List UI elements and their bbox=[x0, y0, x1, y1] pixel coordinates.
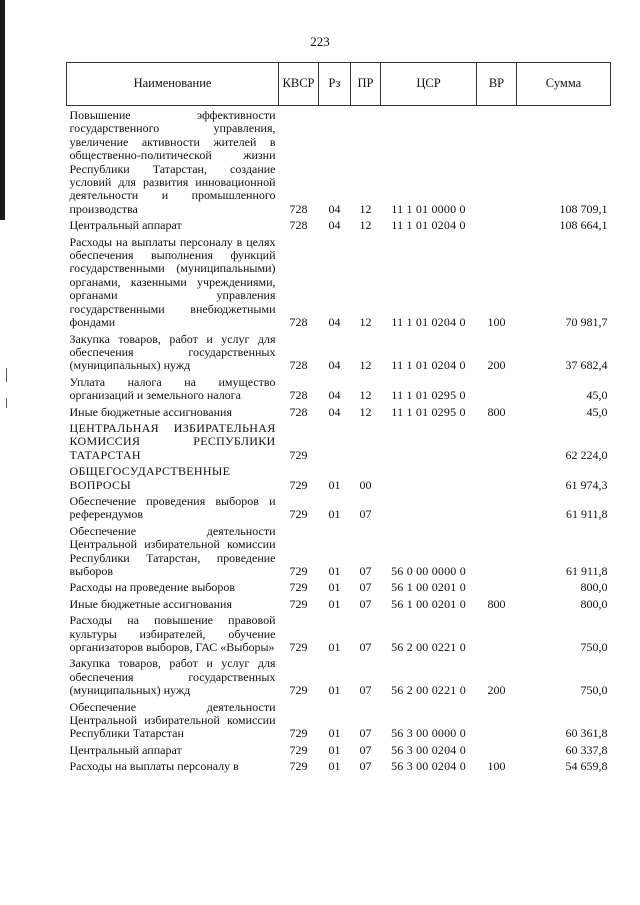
row-pr: 00 bbox=[359, 477, 372, 492]
table-header-row bbox=[67, 63, 611, 106]
table-row bbox=[67, 580, 611, 596]
table-row bbox=[67, 743, 611, 759]
row-vr bbox=[477, 494, 517, 524]
row-pr bbox=[351, 421, 381, 464]
row-kvsr: 728 bbox=[289, 315, 308, 330]
row-csr bbox=[381, 421, 477, 464]
row-rz: 04 bbox=[328, 315, 341, 330]
row-csr: 56 2 00 0221 0 bbox=[391, 640, 466, 655]
row-sum: 750,0 bbox=[580, 640, 608, 655]
row-vr bbox=[477, 613, 517, 656]
row-pr: 07 bbox=[359, 726, 372, 741]
row-kvsr: 728 bbox=[289, 388, 308, 403]
row-name: Уплата налога на имущество организаций и земельного налога bbox=[69, 374, 276, 403]
row-name: Расходы на выплаты персоналу в bbox=[69, 759, 239, 774]
row-pr: 07 bbox=[359, 683, 372, 698]
row-kvsr: 729 bbox=[289, 742, 308, 757]
row-sum: 61 911,8 bbox=[565, 507, 608, 522]
row-rz: 04 bbox=[328, 218, 341, 233]
row-kvsr: 729 bbox=[289, 580, 308, 595]
row-sum: 61 974,3 bbox=[565, 477, 608, 492]
row-vr bbox=[477, 743, 517, 759]
row-sum: 45,0 bbox=[586, 404, 608, 419]
row-rz: 01 bbox=[328, 640, 341, 655]
page-number: 223 bbox=[310, 34, 330, 49]
row-name: Расходы на проведение выборов bbox=[69, 580, 236, 595]
row-csr: 56 3 00 0204 0 bbox=[391, 759, 466, 774]
row-sum: 60 361,8 bbox=[565, 726, 608, 741]
row-kvsr: 729 bbox=[289, 596, 308, 611]
row-vr bbox=[477, 700, 517, 743]
row-pr: 07 bbox=[359, 742, 372, 757]
row-name: Расходы на повышение правовой культуры избирателей, обучение организаторов выборов, ГАС «Выборы» bbox=[69, 613, 276, 655]
row-csr: 11 1 01 0295 0 bbox=[391, 404, 466, 419]
row-csr: 56 2 00 0221 0 bbox=[391, 683, 466, 698]
scan-tick-mark bbox=[6, 398, 7, 408]
row-vr: 200 bbox=[487, 358, 506, 373]
row-vr bbox=[477, 218, 517, 234]
row-csr: 56 3 00 0000 0 bbox=[391, 726, 466, 741]
row-kvsr: 729 bbox=[289, 507, 308, 522]
table-row bbox=[67, 613, 611, 656]
row-rz: 01 bbox=[328, 726, 341, 741]
row-vr bbox=[477, 580, 517, 596]
header-name: Наименование bbox=[67, 63, 279, 106]
row-rz: 01 bbox=[328, 580, 341, 595]
row-pr: 07 bbox=[359, 564, 372, 578]
row-rz: 01 bbox=[328, 596, 341, 611]
row-kvsr: 728 bbox=[289, 201, 308, 216]
row-kvsr: 729 bbox=[289, 477, 308, 492]
row-sum: 70 981,7 bbox=[565, 315, 608, 330]
row-kvsr: 729 bbox=[289, 683, 308, 698]
row-pr: 12 bbox=[359, 201, 372, 216]
row-name: Закупка товаров, работ и услуг для обеспечения государственных (муниципальных) нужд bbox=[69, 656, 276, 698]
row-name: Расходы на выплаты персоналу в целях обеспечения выполнения функций государственными (муниципальными) органами, казенными учреждениями, органами управления государственными внебюджетными фондами bbox=[69, 234, 276, 330]
row-rz: 01 bbox=[328, 683, 341, 698]
row-name: Обеспечение проведения выборов и референдумов bbox=[69, 493, 276, 522]
header-kvsr: КВСР bbox=[279, 63, 319, 106]
row-kvsr: 728 bbox=[289, 218, 308, 233]
row-kvsr: 729 bbox=[289, 759, 308, 774]
table-row bbox=[67, 405, 611, 421]
row-rz: 01 bbox=[328, 759, 341, 774]
row-name: ЦЕНТРАЛЬНАЯ ИЗБИРАТЕЛЬНАЯ КОМИССИЯ РЕСПУБЛИКИ ТАТАРСТАН bbox=[69, 420, 276, 462]
table-row bbox=[67, 524, 611, 581]
table-row bbox=[67, 597, 611, 613]
header-csr: ЦСР bbox=[381, 63, 477, 106]
row-csr: 56 1 00 0201 0 bbox=[391, 596, 466, 611]
header-pr: ПР bbox=[351, 63, 381, 106]
table-row bbox=[67, 700, 611, 743]
row-sum: 108 709,1 bbox=[559, 201, 608, 216]
row-rz bbox=[319, 421, 351, 464]
row-vr: 800 bbox=[487, 404, 506, 419]
row-sum: 750,0 bbox=[580, 683, 608, 698]
row-rz: 04 bbox=[328, 201, 341, 216]
table-row bbox=[67, 656, 611, 699]
row-csr: 11 1 01 0295 0 bbox=[391, 388, 466, 403]
row-pr: 12 bbox=[359, 388, 372, 403]
row-name: Иные бюджетные ассигнования bbox=[69, 596, 232, 611]
row-rz: 04 bbox=[328, 358, 341, 373]
row-csr: 56 0 00 0000 0 bbox=[391, 564, 466, 578]
row-sum: 62 224,0 bbox=[565, 447, 608, 462]
table-row bbox=[67, 421, 611, 464]
row-vr: 200 bbox=[487, 683, 506, 698]
row-sum: 60 337,8 bbox=[565, 742, 608, 757]
row-rz: 01 bbox=[328, 742, 341, 757]
row-csr bbox=[381, 494, 477, 524]
row-kvsr: 729 bbox=[289, 726, 308, 741]
header-rz: Рз bbox=[319, 63, 351, 106]
row-rz: 01 bbox=[328, 507, 341, 522]
table-row bbox=[67, 218, 611, 234]
row-csr: 11 1 01 0204 0 bbox=[391, 358, 466, 373]
row-sum: 61 911,8 bbox=[565, 564, 608, 578]
row-csr: 56 3 00 0204 0 bbox=[391, 742, 466, 757]
row-pr: 12 bbox=[359, 358, 372, 373]
row-pr: 12 bbox=[359, 218, 372, 233]
table-row bbox=[67, 375, 611, 405]
row-vr: 100 bbox=[487, 759, 506, 774]
row-sum: 37 682,4 bbox=[565, 358, 608, 373]
row-vr bbox=[477, 421, 517, 464]
header-vr: ВР bbox=[477, 63, 517, 106]
row-kvsr: 729 bbox=[289, 640, 308, 655]
row-name: Обеспечение деятельности Центральной избирательной комиссии Республики Татарстан, проведение выборов bbox=[69, 523, 276, 578]
row-pr: 12 bbox=[359, 315, 372, 330]
row-sum: 54 659,8 bbox=[565, 759, 608, 774]
row-vr bbox=[477, 464, 517, 494]
row-pr: 07 bbox=[359, 507, 372, 522]
row-csr bbox=[381, 464, 477, 494]
row-sum: 108 664,1 bbox=[559, 218, 608, 233]
row-name: Центральный аппарат bbox=[69, 742, 182, 757]
table-row bbox=[67, 464, 611, 494]
row-vr bbox=[477, 375, 517, 405]
row-sum: 45,0 bbox=[586, 388, 608, 403]
row-rz: 01 bbox=[328, 564, 341, 578]
table-row bbox=[67, 235, 611, 332]
row-name: Иные бюджетные ассигнования bbox=[69, 404, 232, 419]
row-kvsr: 729 bbox=[289, 564, 308, 578]
row-name: Обеспечение деятельности Центральной избирательной комиссии Республики Татарстан bbox=[69, 699, 276, 741]
row-pr: 07 bbox=[359, 596, 372, 611]
row-pr: 07 bbox=[359, 640, 372, 655]
row-kvsr: 728 bbox=[289, 358, 308, 373]
table-row bbox=[67, 494, 611, 524]
row-name: Закупка товаров, работ и услуг для обеспечения государственных (муниципальных) нужд bbox=[69, 331, 276, 373]
scan-edge-mark bbox=[0, 0, 5, 220]
row-pr: 07 bbox=[359, 580, 372, 595]
row-name: Повышение эффективности государственного управления, увеличение активности жителей в общественно-политической жизни Республики Татарстан, создание условий для развития инновационной деятельности и промышленного производства bbox=[69, 108, 276, 216]
row-pr: 07 bbox=[359, 759, 372, 774]
row-name: Центральный аппарат bbox=[69, 218, 182, 233]
header-sum: Сумма bbox=[517, 63, 611, 106]
budget-table bbox=[66, 62, 611, 776]
row-csr: 56 1 00 0201 0 bbox=[391, 580, 466, 595]
row-rz: 04 bbox=[328, 388, 341, 403]
table-row bbox=[67, 106, 611, 219]
row-sum: 800,0 bbox=[580, 580, 608, 595]
row-vr: 100 bbox=[487, 315, 506, 330]
row-name: ОБЩЕГОСУДАРСТВЕННЫЕ ВОПРОСЫ bbox=[69, 464, 231, 492]
row-csr: 11 1 01 0204 0 bbox=[391, 218, 466, 233]
row-vr bbox=[477, 524, 517, 581]
row-rz: 01 bbox=[328, 477, 341, 492]
row-kvsr: 729 bbox=[289, 447, 308, 462]
row-rz: 04 bbox=[328, 404, 341, 419]
row-csr: 11 1 01 0000 0 bbox=[391, 201, 466, 216]
table-row bbox=[67, 332, 611, 375]
row-csr: 11 1 01 0204 0 bbox=[391, 315, 466, 330]
row-vr: 800 bbox=[487, 596, 506, 611]
row-vr bbox=[477, 106, 517, 219]
row-pr: 12 bbox=[359, 404, 372, 419]
table-row bbox=[67, 759, 611, 775]
scan-tick-mark bbox=[6, 368, 7, 382]
row-sum: 800,0 bbox=[580, 596, 608, 611]
row-kvsr: 728 bbox=[289, 404, 308, 419]
